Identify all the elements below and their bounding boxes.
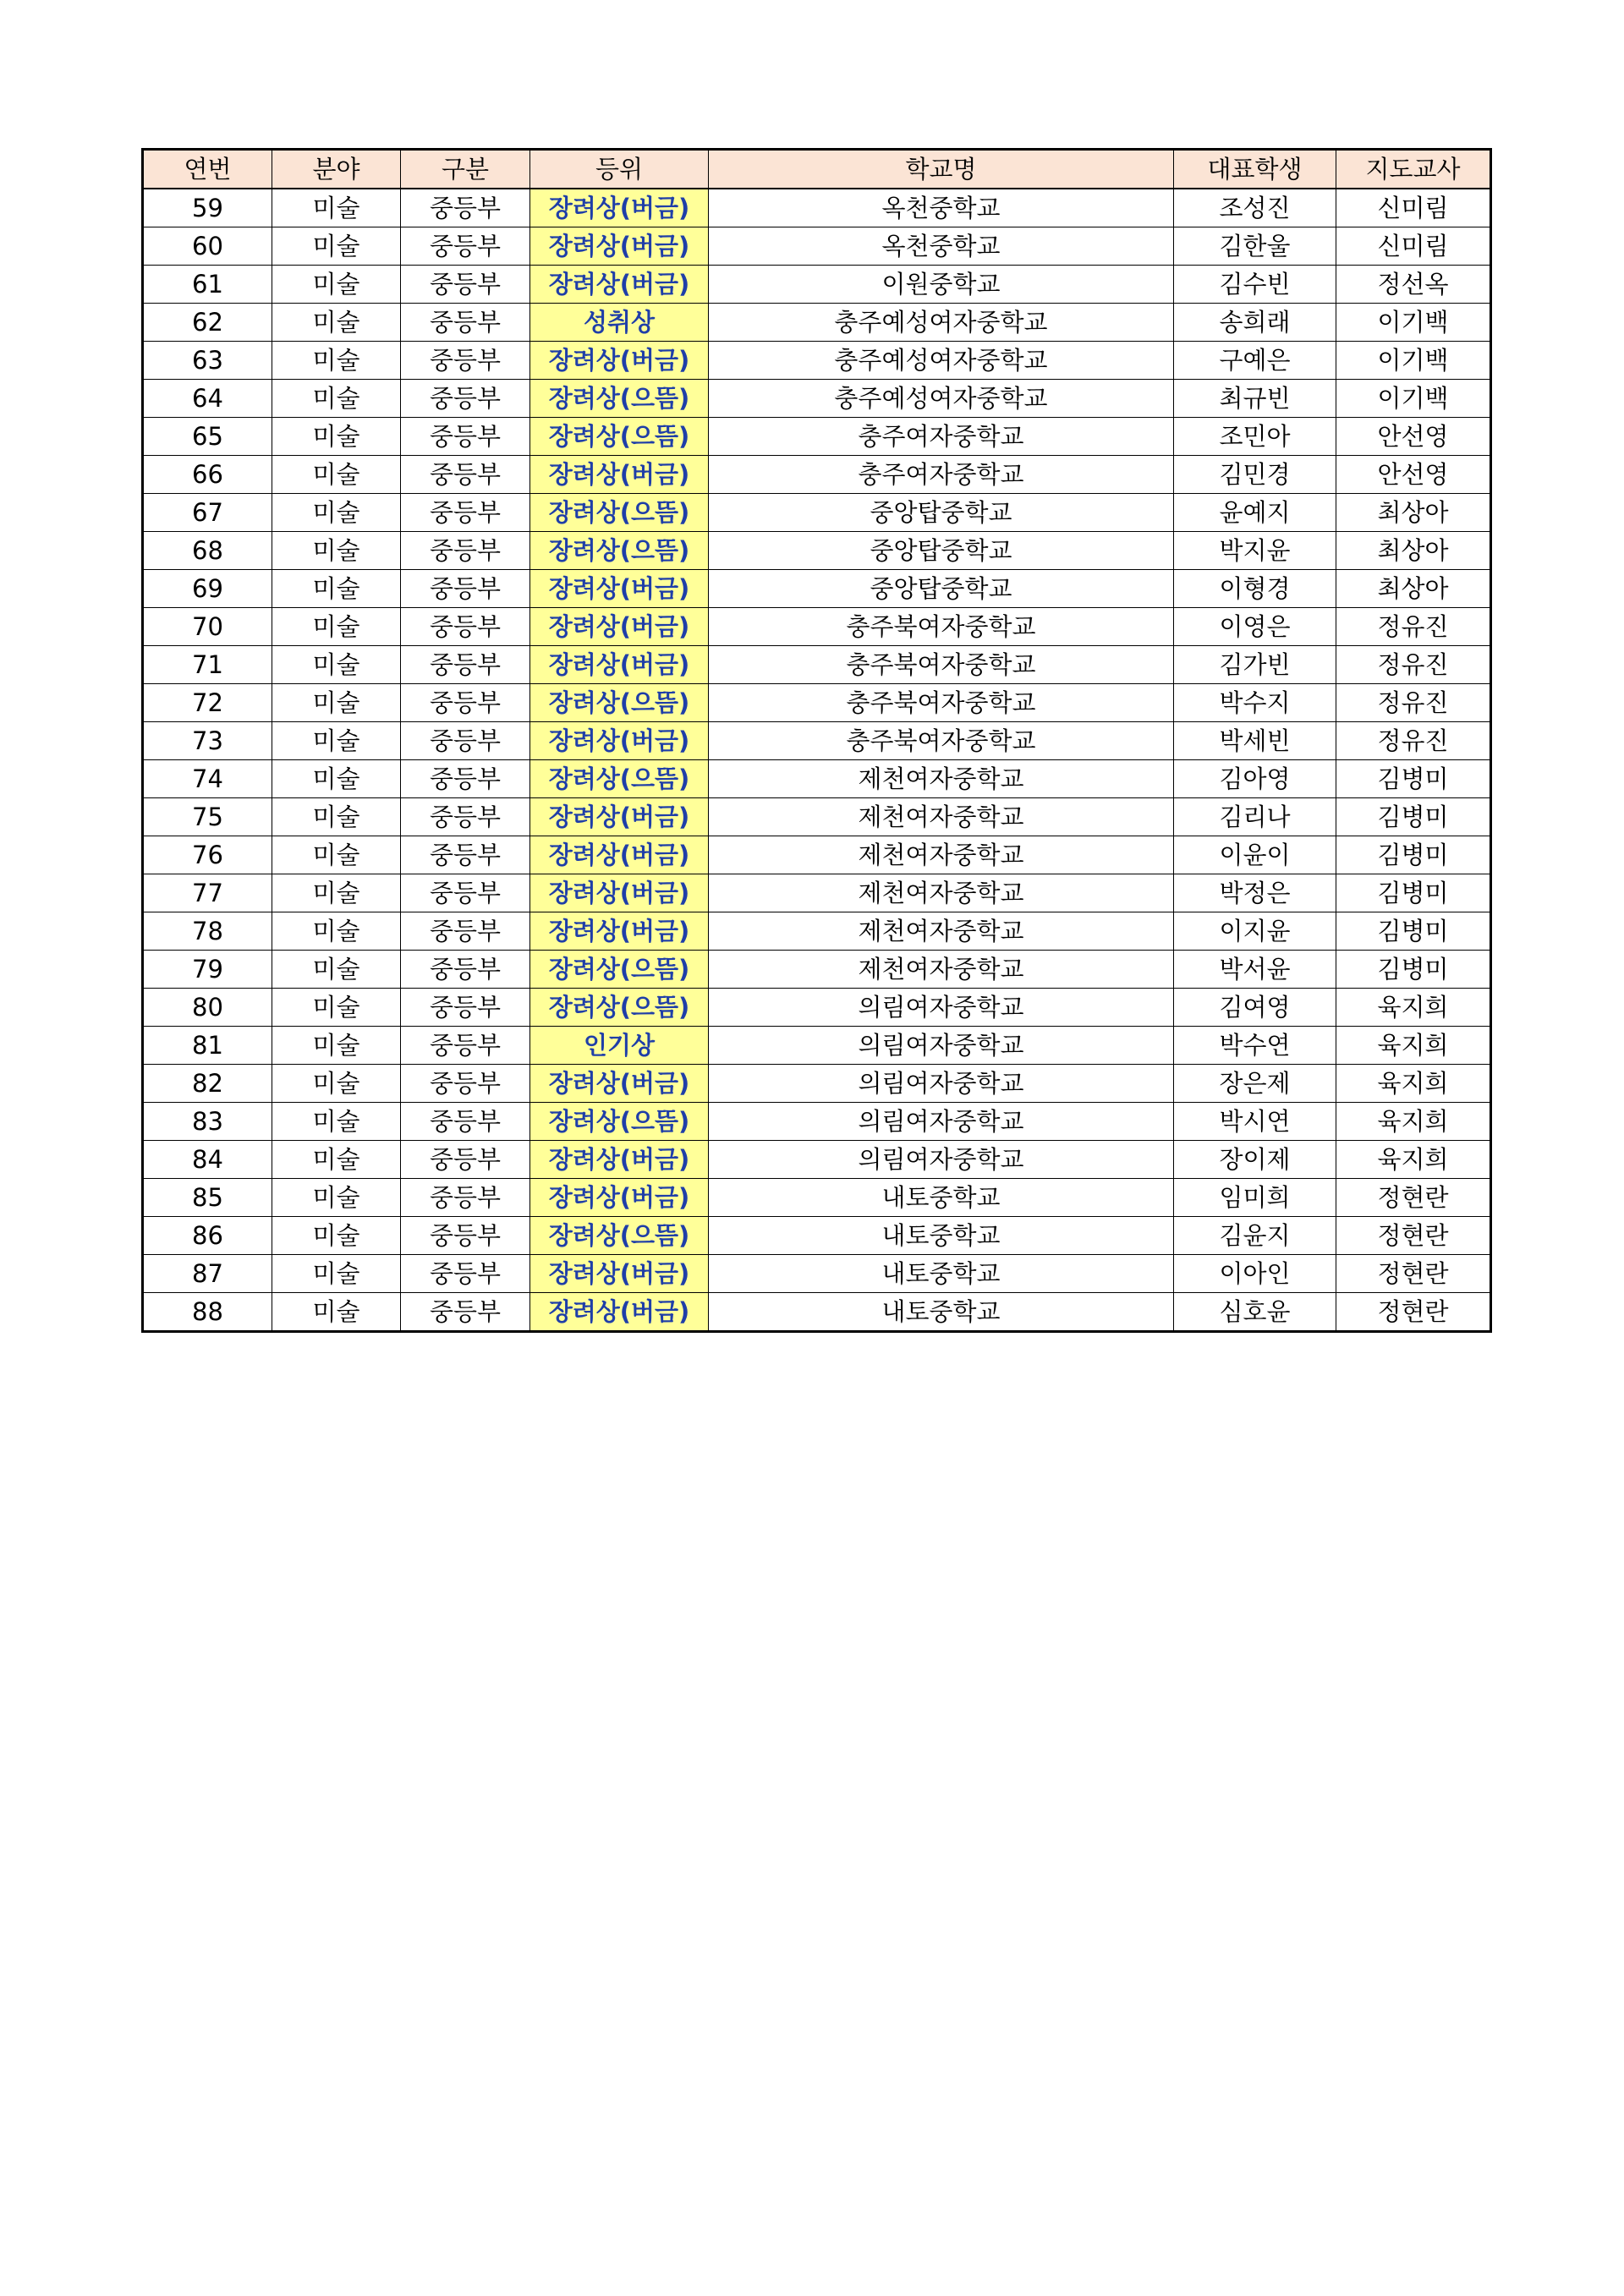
cell-rank: 장려상(버금) xyxy=(530,722,709,760)
cell-field: 미술 xyxy=(272,342,401,380)
cell-school: 충주북여자중학교 xyxy=(709,608,1174,646)
cell-division: 중등부 xyxy=(401,760,530,798)
cell-division: 중등부 xyxy=(401,798,530,836)
cell-division: 중등부 xyxy=(401,189,530,227)
cell-field: 미술 xyxy=(272,874,401,912)
cell-student: 박시연 xyxy=(1174,1103,1336,1141)
cell-school: 내토중학교 xyxy=(709,1255,1174,1293)
table-row xyxy=(143,1027,1491,1065)
cell-field: 미술 xyxy=(272,1217,401,1255)
cell-division: 중등부 xyxy=(401,722,530,760)
cell-teacher: 안선영 xyxy=(1336,418,1491,456)
cell-student: 박수연 xyxy=(1174,1027,1336,1065)
cell-field: 미술 xyxy=(272,189,401,227)
cell-teacher: 김병미 xyxy=(1336,951,1491,989)
cell-number: 76 xyxy=(143,836,272,874)
cell-student: 김윤지 xyxy=(1174,1217,1336,1255)
cell-rank: 장려상(으뜸) xyxy=(530,418,709,456)
cell-student: 김수빈 xyxy=(1174,266,1336,304)
table-row xyxy=(143,1065,1491,1103)
table-row xyxy=(143,304,1491,342)
cell-number: 73 xyxy=(143,722,272,760)
cell-division: 중등부 xyxy=(401,1065,530,1103)
cell-division: 중등부 xyxy=(401,380,530,418)
cell-rank: 장려상(으뜸) xyxy=(530,989,709,1027)
cell-field: 미술 xyxy=(272,494,401,532)
cell-teacher: 최상아 xyxy=(1336,570,1491,608)
cell-school: 의림여자중학교 xyxy=(709,1027,1174,1065)
table-row xyxy=(143,418,1491,456)
cell-student: 송희래 xyxy=(1174,304,1336,342)
table-row xyxy=(143,608,1491,646)
cell-number: 78 xyxy=(143,912,272,951)
cell-student: 이영은 xyxy=(1174,608,1336,646)
cell-field: 미술 xyxy=(272,1027,401,1065)
cell-student: 이형경 xyxy=(1174,570,1336,608)
award-results-table xyxy=(141,148,1492,1333)
table-row xyxy=(143,798,1491,836)
cell-rank: 장려상(버금) xyxy=(530,266,709,304)
cell-student: 김한울 xyxy=(1174,227,1336,266)
cell-school: 제천여자중학교 xyxy=(709,951,1174,989)
cell-student: 박정은 xyxy=(1174,874,1336,912)
cell-school: 중앙탑중학교 xyxy=(709,570,1174,608)
table-row xyxy=(143,570,1491,608)
cell-field: 미술 xyxy=(272,1293,401,1332)
cell-teacher: 김병미 xyxy=(1336,760,1491,798)
cell-student: 조민아 xyxy=(1174,418,1336,456)
cell-division: 중등부 xyxy=(401,646,530,684)
cell-field: 미술 xyxy=(272,570,401,608)
cell-number: 74 xyxy=(143,760,272,798)
cell-number: 86 xyxy=(143,1217,272,1255)
cell-teacher: 육지희 xyxy=(1336,1103,1491,1141)
table-row xyxy=(143,189,1491,227)
cell-teacher: 정유진 xyxy=(1336,646,1491,684)
table-row xyxy=(143,342,1491,380)
cell-rank: 장려상(으뜸) xyxy=(530,951,709,989)
cell-school: 중앙탑중학교 xyxy=(709,532,1174,570)
table-row xyxy=(143,380,1491,418)
cell-number: 77 xyxy=(143,874,272,912)
cell-number: 81 xyxy=(143,1027,272,1065)
cell-division: 중등부 xyxy=(401,836,530,874)
cell-student: 조성진 xyxy=(1174,189,1336,227)
cell-field: 미술 xyxy=(272,266,401,304)
cell-number: 65 xyxy=(143,418,272,456)
cell-student: 김리나 xyxy=(1174,798,1336,836)
header-field: 분야 xyxy=(272,150,401,189)
cell-teacher: 김병미 xyxy=(1336,912,1491,951)
cell-student: 임미희 xyxy=(1174,1179,1336,1217)
cell-division: 중등부 xyxy=(401,342,530,380)
cell-teacher: 육지희 xyxy=(1336,989,1491,1027)
cell-division: 중등부 xyxy=(401,227,530,266)
cell-division: 중등부 xyxy=(401,304,530,342)
cell-field: 미술 xyxy=(272,684,401,722)
cell-teacher: 육지희 xyxy=(1336,1141,1491,1179)
cell-field: 미술 xyxy=(272,1141,401,1179)
table-row xyxy=(143,456,1491,494)
table-row xyxy=(143,532,1491,570)
cell-field: 미술 xyxy=(272,646,401,684)
header-student: 대표학생 xyxy=(1174,150,1336,189)
table-row xyxy=(143,1293,1491,1332)
cell-school: 제천여자중학교 xyxy=(709,912,1174,951)
cell-school: 충주북여자중학교 xyxy=(709,646,1174,684)
table-row xyxy=(143,1103,1491,1141)
cell-number: 85 xyxy=(143,1179,272,1217)
cell-field: 미술 xyxy=(272,951,401,989)
cell-teacher: 육지희 xyxy=(1336,1065,1491,1103)
cell-school: 내토중학교 xyxy=(709,1293,1174,1332)
cell-school: 의림여자중학교 xyxy=(709,1065,1174,1103)
cell-school: 옥천중학교 xyxy=(709,189,1174,227)
cell-teacher: 최상아 xyxy=(1336,532,1491,570)
cell-school: 옥천중학교 xyxy=(709,227,1174,266)
cell-division: 중등부 xyxy=(401,684,530,722)
cell-rank: 장려상(으뜸) xyxy=(530,760,709,798)
cell-number: 68 xyxy=(143,532,272,570)
cell-division: 중등부 xyxy=(401,418,530,456)
cell-rank: 장려상(으뜸) xyxy=(530,494,709,532)
cell-school: 충주여자중학교 xyxy=(709,418,1174,456)
cell-number: 63 xyxy=(143,342,272,380)
cell-division: 중등부 xyxy=(401,1141,530,1179)
cell-school: 충주예성여자중학교 xyxy=(709,342,1174,380)
cell-division: 중등부 xyxy=(401,266,530,304)
table-row xyxy=(143,912,1491,951)
cell-rank: 장려상(버금) xyxy=(530,456,709,494)
cell-rank: 장려상(버금) xyxy=(530,570,709,608)
table-row xyxy=(143,1141,1491,1179)
cell-field: 미술 xyxy=(272,532,401,570)
cell-teacher: 신미림 xyxy=(1336,227,1491,266)
table-row xyxy=(143,266,1491,304)
cell-student: 이윤이 xyxy=(1174,836,1336,874)
cell-rank: 장려상(으뜸) xyxy=(530,684,709,722)
cell-teacher: 정유진 xyxy=(1336,722,1491,760)
cell-field: 미술 xyxy=(272,1179,401,1217)
cell-number: 79 xyxy=(143,951,272,989)
cell-school: 제천여자중학교 xyxy=(709,836,1174,874)
cell-student: 박지윤 xyxy=(1174,532,1336,570)
cell-number: 87 xyxy=(143,1255,272,1293)
cell-number: 72 xyxy=(143,684,272,722)
cell-number: 83 xyxy=(143,1103,272,1141)
cell-number: 70 xyxy=(143,608,272,646)
cell-division: 중등부 xyxy=(401,874,530,912)
cell-division: 중등부 xyxy=(401,1217,530,1255)
cell-school: 제천여자중학교 xyxy=(709,874,1174,912)
cell-field: 미술 xyxy=(272,836,401,874)
cell-number: 75 xyxy=(143,798,272,836)
cell-number: 69 xyxy=(143,570,272,608)
cell-rank: 장려상(으뜸) xyxy=(530,1103,709,1141)
cell-rank: 인기상 xyxy=(530,1027,709,1065)
cell-rank: 장려상(버금) xyxy=(530,342,709,380)
cell-number: 60 xyxy=(143,227,272,266)
table-row xyxy=(143,1217,1491,1255)
cell-rank: 장려상(버금) xyxy=(530,608,709,646)
cell-field: 미술 xyxy=(272,456,401,494)
cell-teacher: 이기백 xyxy=(1336,342,1491,380)
header-teacher: 지도교사 xyxy=(1336,150,1491,189)
table-row xyxy=(143,989,1491,1027)
table-row xyxy=(143,722,1491,760)
cell-rank: 장려상(버금) xyxy=(530,912,709,951)
cell-division: 중등부 xyxy=(401,912,530,951)
cell-student: 박세빈 xyxy=(1174,722,1336,760)
cell-school: 의림여자중학교 xyxy=(709,989,1174,1027)
cell-division: 중등부 xyxy=(401,532,530,570)
cell-student: 윤예지 xyxy=(1174,494,1336,532)
cell-rank: 장려상(버금) xyxy=(530,227,709,266)
cell-student: 김가빈 xyxy=(1174,646,1336,684)
table-header-row xyxy=(143,150,1491,189)
cell-school: 내토중학교 xyxy=(709,1179,1174,1217)
cell-division: 중등부 xyxy=(401,951,530,989)
cell-student: 심호윤 xyxy=(1174,1293,1336,1332)
cell-student: 장은제 xyxy=(1174,1065,1336,1103)
cell-student: 이지윤 xyxy=(1174,912,1336,951)
cell-rank: 장려상(버금) xyxy=(530,874,709,912)
cell-school: 제천여자중학교 xyxy=(709,798,1174,836)
cell-rank: 장려상(버금) xyxy=(530,1065,709,1103)
cell-teacher: 이기백 xyxy=(1336,304,1491,342)
cell-field: 미술 xyxy=(272,608,401,646)
header-division: 구분 xyxy=(401,150,530,189)
cell-school: 충주예성여자중학교 xyxy=(709,304,1174,342)
cell-field: 미술 xyxy=(272,227,401,266)
table-row xyxy=(143,1179,1491,1217)
cell-number: 80 xyxy=(143,989,272,1027)
cell-number: 59 xyxy=(143,189,272,227)
cell-rank: 장려상(버금) xyxy=(530,646,709,684)
cell-division: 중등부 xyxy=(401,456,530,494)
cell-teacher: 이기백 xyxy=(1336,380,1491,418)
cell-teacher: 정현란 xyxy=(1336,1217,1491,1255)
cell-teacher: 정유진 xyxy=(1336,608,1491,646)
cell-field: 미술 xyxy=(272,722,401,760)
cell-rank: 장려상(버금) xyxy=(530,1293,709,1332)
cell-student: 박서윤 xyxy=(1174,951,1336,989)
cell-school: 충주예성여자중학교 xyxy=(709,380,1174,418)
cell-number: 88 xyxy=(143,1293,272,1332)
cell-division: 중등부 xyxy=(401,1293,530,1332)
cell-school: 충주북여자중학교 xyxy=(709,684,1174,722)
cell-division: 중등부 xyxy=(401,1179,530,1217)
table-row xyxy=(143,836,1491,874)
header-rank: 등위 xyxy=(530,150,709,189)
table-body xyxy=(143,189,1491,1332)
cell-field: 미술 xyxy=(272,380,401,418)
cell-rank: 장려상(으뜸) xyxy=(530,380,709,418)
cell-student: 김여영 xyxy=(1174,989,1336,1027)
cell-school: 충주북여자중학교 xyxy=(709,722,1174,760)
cell-division: 중등부 xyxy=(401,1255,530,1293)
cell-student: 박수지 xyxy=(1174,684,1336,722)
cell-field: 미술 xyxy=(272,1255,401,1293)
cell-division: 중등부 xyxy=(401,608,530,646)
cell-school: 의림여자중학교 xyxy=(709,1103,1174,1141)
cell-student: 이아인 xyxy=(1174,1255,1336,1293)
cell-school: 중앙탑중학교 xyxy=(709,494,1174,532)
cell-teacher: 김병미 xyxy=(1336,798,1491,836)
cell-rank: 장려상(버금) xyxy=(530,1141,709,1179)
cell-division: 중등부 xyxy=(401,989,530,1027)
cell-number: 66 xyxy=(143,456,272,494)
cell-rank: 장려상(버금) xyxy=(530,836,709,874)
cell-school: 충주여자중학교 xyxy=(709,456,1174,494)
header-number: 연번 xyxy=(143,150,272,189)
cell-division: 중등부 xyxy=(401,494,530,532)
cell-rank: 장려상(으뜸) xyxy=(530,1217,709,1255)
cell-teacher: 김병미 xyxy=(1336,836,1491,874)
cell-field: 미술 xyxy=(272,912,401,951)
cell-field: 미술 xyxy=(272,798,401,836)
cell-field: 미술 xyxy=(272,304,401,342)
cell-teacher: 김병미 xyxy=(1336,874,1491,912)
cell-teacher: 최상아 xyxy=(1336,494,1491,532)
table-row xyxy=(143,1255,1491,1293)
cell-field: 미술 xyxy=(272,1065,401,1103)
cell-rank: 성취상 xyxy=(530,304,709,342)
cell-number: 64 xyxy=(143,380,272,418)
cell-student: 김아영 xyxy=(1174,760,1336,798)
cell-field: 미술 xyxy=(272,418,401,456)
cell-rank: 장려상(버금) xyxy=(530,1255,709,1293)
table-row xyxy=(143,874,1491,912)
cell-rank: 장려상(버금) xyxy=(530,189,709,227)
cell-student: 최규빈 xyxy=(1174,380,1336,418)
cell-division: 중등부 xyxy=(401,570,530,608)
cell-student: 장이제 xyxy=(1174,1141,1336,1179)
cell-teacher: 정현란 xyxy=(1336,1255,1491,1293)
cell-student: 김민경 xyxy=(1174,456,1336,494)
table-row xyxy=(143,227,1491,266)
table-row xyxy=(143,684,1491,722)
cell-rank: 장려상(버금) xyxy=(530,1179,709,1217)
cell-field: 미술 xyxy=(272,760,401,798)
cell-number: 61 xyxy=(143,266,272,304)
cell-number: 82 xyxy=(143,1065,272,1103)
cell-school: 제천여자중학교 xyxy=(709,760,1174,798)
cell-number: 71 xyxy=(143,646,272,684)
cell-number: 84 xyxy=(143,1141,272,1179)
cell-field: 미술 xyxy=(272,989,401,1027)
cell-rank: 장려상(으뜸) xyxy=(530,532,709,570)
header-school: 학교명 xyxy=(709,150,1174,189)
cell-teacher: 정현란 xyxy=(1336,1179,1491,1217)
cell-teacher: 신미림 xyxy=(1336,189,1491,227)
cell-field: 미술 xyxy=(272,1103,401,1141)
cell-school: 내토중학교 xyxy=(709,1217,1174,1255)
cell-number: 67 xyxy=(143,494,272,532)
cell-division: 중등부 xyxy=(401,1027,530,1065)
table-row xyxy=(143,494,1491,532)
table-row xyxy=(143,951,1491,989)
table-row xyxy=(143,646,1491,684)
cell-teacher: 정선옥 xyxy=(1336,266,1491,304)
cell-school: 의림여자중학교 xyxy=(709,1141,1174,1179)
cell-rank: 장려상(버금) xyxy=(530,798,709,836)
cell-teacher: 육지희 xyxy=(1336,1027,1491,1065)
cell-teacher: 안선영 xyxy=(1336,456,1491,494)
cell-division: 중등부 xyxy=(401,1103,530,1141)
cell-school: 이원중학교 xyxy=(709,266,1174,304)
cell-teacher: 정현란 xyxy=(1336,1293,1491,1332)
table-row xyxy=(143,760,1491,798)
cell-teacher: 정유진 xyxy=(1336,684,1491,722)
cell-number: 62 xyxy=(143,304,272,342)
cell-student: 구예은 xyxy=(1174,342,1336,380)
